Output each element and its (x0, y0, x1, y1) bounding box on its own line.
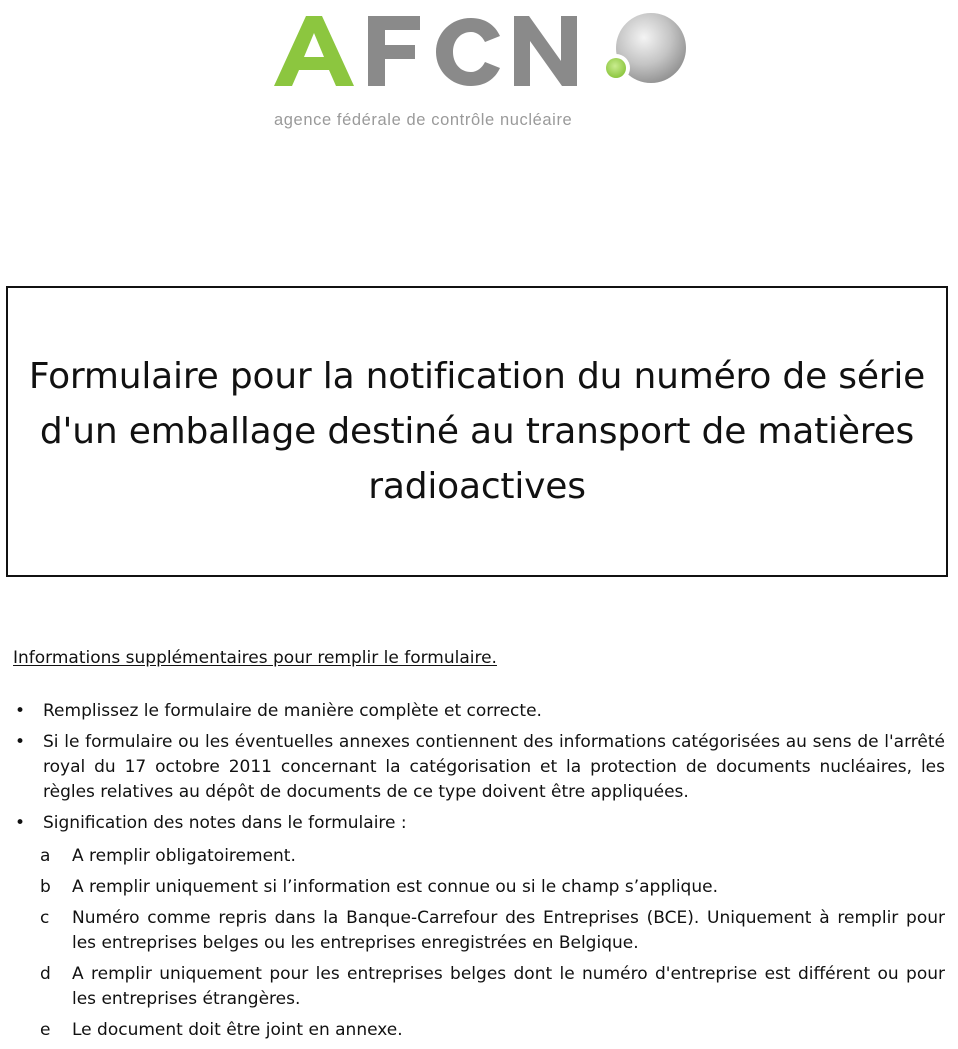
bullet-icon: • (14, 701, 26, 721)
bullet-icon: • (14, 813, 26, 833)
note-letter: c (40, 908, 50, 928)
notes-list (40, 844, 945, 1049)
logo-letter-f (368, 16, 420, 86)
note-text: A remplir uniquement pour les entreprises belges dont le numéro d'entreprise est différent ou pour les entreprises étrangères. (72, 964, 945, 1009)
bullet-item (13, 811, 945, 836)
bullet-icon: • (14, 732, 26, 752)
note-letter: b (40, 877, 51, 897)
logo-green-dot (606, 58, 626, 78)
info-heading: Informations supplémentaires pour remplir le formulaire. (13, 648, 497, 668)
note-letter: e (40, 1020, 51, 1040)
bullet-text: Remplissez le formulaire de manière complète et correcte. (43, 701, 542, 721)
logo-graphic (268, 12, 690, 107)
note-item (40, 1018, 945, 1043)
logo-tagline: agence fédérale de contrôle nucléaire (274, 111, 573, 129)
note-item (40, 962, 945, 1012)
bullet-item (13, 699, 945, 724)
note-text: Numéro comme repris dans la Banque-Carrefour des Entreprises (BCE). Uniquement à remplir pour les entreprises belges ou les entreprises enregistrées en Belgique. (72, 908, 945, 953)
bullet-text: Si le formulaire ou les éventuelles annexes contiennent des informations catégorisées au sens de l'arrêté royal du 17 octobre 2011 concernant la catégorisation et la protection de documents nucléaires, les règles relatives au dépôt de documents de ce type doivent être appliquées. (43, 732, 945, 802)
note-text: A remplir uniquement si l’information est connue ou si le champ s’applique. (72, 877, 718, 897)
logo-letter-n (514, 16, 577, 86)
logo-letter-c (436, 18, 500, 86)
logo-letter-a (274, 16, 354, 86)
bullet-text: Signification des notes dans le formulaire : (43, 813, 407, 833)
note-letter: a (40, 846, 51, 866)
afcn-logo (268, 12, 690, 132)
document-title: Formulaire pour la notification du numéro de série d'un emballage destiné au transport de matières radioactives (28, 356, 926, 507)
note-item (40, 906, 945, 956)
note-letter: d (40, 964, 51, 984)
note-text: A remplir obligatoirement. (72, 846, 296, 866)
note-item (40, 875, 945, 900)
note-text: Le document doit être joint en annexe. (72, 1020, 403, 1040)
bullet-item (13, 730, 945, 805)
title-box (6, 286, 948, 577)
bullet-list (13, 699, 945, 842)
note-item (40, 844, 945, 869)
